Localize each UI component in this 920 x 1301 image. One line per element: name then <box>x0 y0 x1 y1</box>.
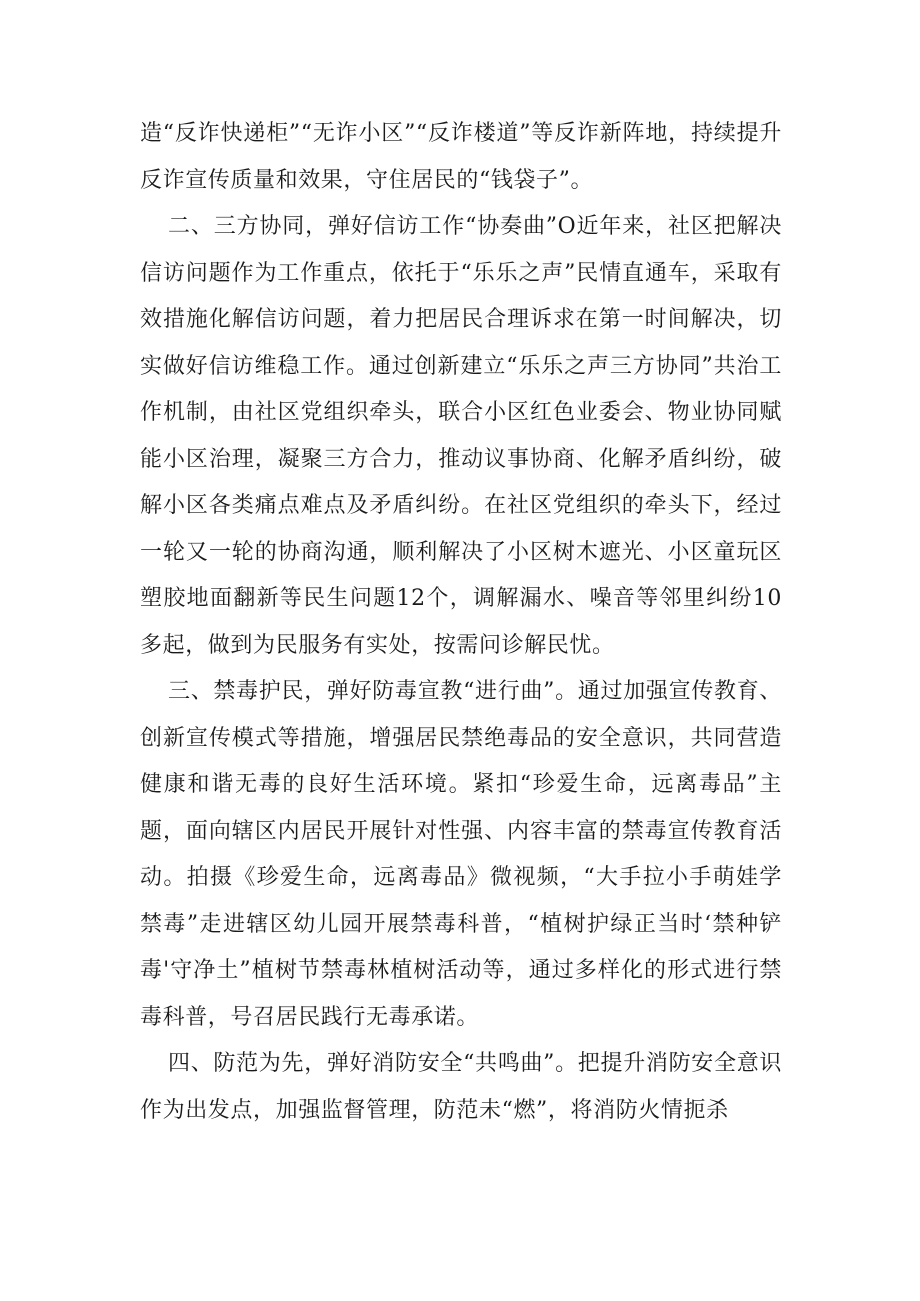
paragraph-section-4: 四、防范为先，弹好消防安全“共鸣曲”。把提升消防安全意识作为出发点，加强监督管理，防范未“燃”，将消防火情扼杀 <box>140 1051 782 1123</box>
paragraph-section-2: 二、三方协同，弹好信访工作“协奏曲”O近年来，社区把解决信访问题作为工作重点，依托于“乐乐之声”民情直通车，采取有效措施化解信访问题，着力把居民合理诉求在第一时间解决，切实做好信访维稳工作。通过创新建立“乐乐之声三方协同”共治工作机制，由社区党组织牵头，联合小区红色业委会、物业协同赋能小区治理，凝聚三方合力，推动议事协商、化解矛盾纠纷，破解小区各类痛点难点及矛盾纠纷。在社区党组织的牵头下，经过一轮又一轮的协商沟通，顺利解决了小区树木遮光、小区童玩区塑胶地面翻新等民生问题12个，调解漏水、噪音等邻里纠纷10多起，做到为民服务有实处，按需问诊解民忧。 <box>140 214 782 658</box>
paragraph-section-3: 三、禁毒护民，弹好防毒宣教“进行曲”。通过加强宣传教育、创新宣传模式等措施，增强居民禁绝毒品的安全意识，共同营造健康和谐无毒的良好生活环境。紧扣“珍爱生命，远离毒品”主题，面向辖区内居民开展针对性强、内容丰富的禁毒宣传教育活动。拍摄《珍爱生命，远离毒品》微视频，“大手拉小手萌娃学禁毒”走进辖区幼儿园开展禁毒科普，“植树护绿正当时‘禁种铲毒'守净土”植树节禁毒林植树活动等，通过多样化的形式进行禁毒科普，号召居民践行无毒承诺。 <box>140 679 782 1030</box>
paragraph-continuation: 造“反诈快递柜”“无诈小区”“反诈楼道”等反诈新阵地，持续提升反诈宣传质量和效果，守住居民的“钱袋子”。 <box>140 121 782 193</box>
document-body <box>140 111 782 1134</box>
